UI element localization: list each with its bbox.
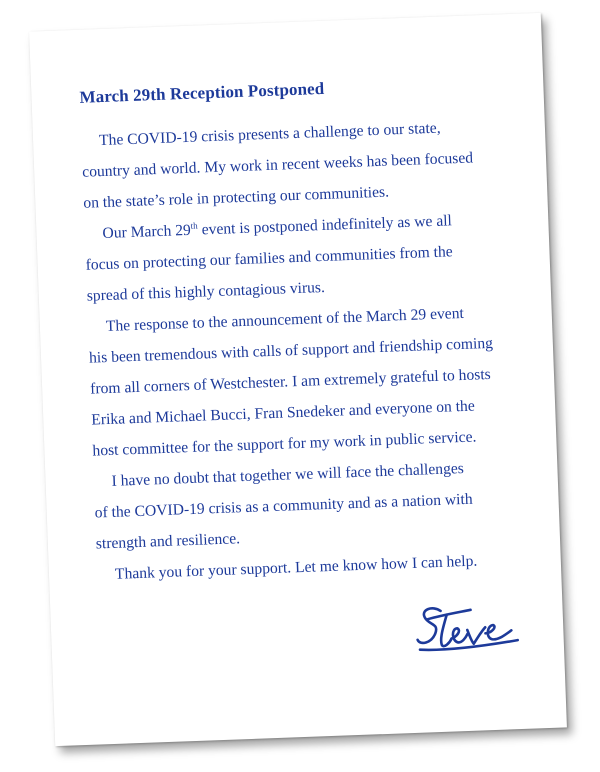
paragraph-line: country and world. My work in recent weeks has been focused (81, 149, 474, 181)
paragraph-line: focus on protecting our families and communities from the (85, 243, 453, 274)
paragraph-line: The COVID-19 crisis presents a challenge to our state, (98, 119, 441, 150)
signature-icon (412, 596, 524, 658)
paragraph-line: The response to the announcement of the March 29 event (105, 304, 465, 335)
letter-card (29, 13, 567, 746)
paragraph-line: strength and resilience. (95, 530, 241, 553)
signature-text (522, 596, 523, 597)
paragraph-line: of the COVID-19 crisis as a community and as a nation with (94, 490, 473, 522)
paragraph-line: Thank you for your support. Let me know how I can help. (114, 552, 478, 583)
letter-title: March 29th Reception Postponed (79, 78, 325, 107)
paragraph-line: his been tremendous with calls of support and friendship coming (88, 334, 494, 367)
paragraph-line: I have no doubt that together we will face the challenges (111, 459, 465, 490)
line-text: Our March 29 (102, 221, 192, 243)
paragraph-3 (87, 296, 532, 467)
paragraph-line: host committee for the support for my work in public service. (92, 428, 477, 460)
paragraph-line: Erika and Michael Bucci, Fran Snedeker and everyone on the (91, 397, 476, 429)
paragraph-4 (93, 450, 536, 559)
line-text: event is postponed indefinitely as we all (197, 212, 453, 239)
paragraph-line: spread of this highly contagious virus. (86, 278, 326, 305)
paragraph-1 (81, 110, 524, 219)
paragraph-line: from all corners of Westchester. I am extremely grateful to hosts (89, 365, 491, 398)
ordinal-suffix: th (190, 220, 198, 231)
letter-body (79, 72, 537, 591)
signature (412, 596, 524, 658)
paragraph-line: on the state’s role in protecting our communities. (83, 183, 390, 212)
paragraph-2 (84, 203, 527, 312)
